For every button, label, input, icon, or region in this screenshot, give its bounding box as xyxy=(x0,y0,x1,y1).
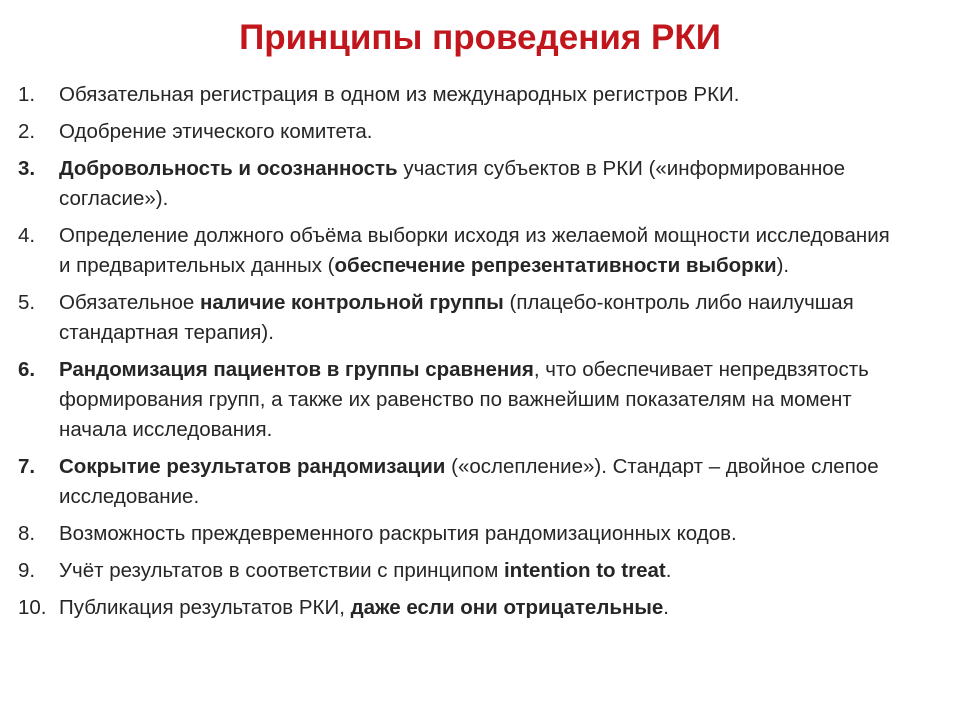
item-text-bold: обеспечение репрезентативности выборки xyxy=(334,254,777,277)
item-number: 5. xyxy=(18,291,36,314)
list-item xyxy=(18,221,938,281)
item-text xyxy=(59,154,897,214)
item-text xyxy=(59,593,897,623)
list-item xyxy=(18,556,938,586)
list-item xyxy=(18,154,938,214)
item-text xyxy=(59,288,897,348)
item-text-regular: участия субъектов в РКИ («информированное согласие»). xyxy=(59,157,846,210)
item-text-regular: . xyxy=(663,596,669,619)
item-text-regular: , что обеспечивает непредвзятость формирования групп, а также их равенство по важнейшим показателям на момент начала исследования. xyxy=(59,358,869,441)
item-number: 3. xyxy=(18,157,36,180)
item-number: 4. xyxy=(18,224,36,247)
list-item xyxy=(18,288,938,348)
item-text xyxy=(59,221,897,281)
item-text xyxy=(59,80,897,110)
list-item xyxy=(18,519,938,549)
list-item xyxy=(18,355,938,445)
item-text-regular: Обязательная регистрация в одном из международных регистров РКИ. xyxy=(59,83,740,106)
item-text xyxy=(59,519,897,549)
item-text-regular: . xyxy=(665,559,672,582)
item-text xyxy=(59,556,897,586)
item-text-bold: intention to treat xyxy=(503,559,666,582)
item-text-regular: Определение должного объёма выборки исходя из желаемой мощности исследования и предварительных данных ( xyxy=(59,224,890,277)
item-text-regular: Одобрение этического комитета. xyxy=(59,120,373,143)
slide-title: Принципы проведения РКИ xyxy=(239,18,721,57)
item-text-regular: ). xyxy=(776,254,790,277)
item-text xyxy=(59,117,897,147)
item-number: 6. xyxy=(18,358,36,381)
item-text-bold: наличие контрольной группы xyxy=(200,291,504,314)
item-number: 8. xyxy=(18,522,36,545)
item-text xyxy=(59,355,897,445)
list-item xyxy=(18,117,938,147)
item-text-regular: Публикация результатов РКИ, xyxy=(59,596,351,619)
item-text-bold: Добровольность и осознанность xyxy=(59,157,398,180)
item-text-regular: Учёт результатов в соответствии с принципом xyxy=(59,559,504,582)
item-text-regular: Возможность преждевременного раскрытия рандомизационных кодов. xyxy=(59,522,737,545)
principles-list xyxy=(18,80,938,630)
item-text-bold: Рандомизация пациентов в группы сравнения xyxy=(59,358,534,381)
item-text-bold: даже если они отрицательные xyxy=(350,596,664,619)
list-item xyxy=(18,80,938,110)
item-number: 2. xyxy=(18,120,36,143)
item-text-regular: (плацебо-контроль либо наилучшая стандартная терапия). xyxy=(59,291,854,344)
item-number: 1. xyxy=(18,83,36,106)
item-text-bold: Сокрытие результатов рандомизации xyxy=(59,455,446,478)
list-item xyxy=(18,452,938,512)
item-text-regular: («ослепление»). Стандарт – двойное слепое исследование. xyxy=(59,455,879,508)
item-text-regular: Обязательное xyxy=(59,291,201,314)
item-number: 10. xyxy=(18,596,47,619)
list-item xyxy=(18,593,938,623)
item-number: 7. xyxy=(18,455,36,478)
item-number: 9. xyxy=(18,559,36,582)
item-text xyxy=(59,452,897,512)
